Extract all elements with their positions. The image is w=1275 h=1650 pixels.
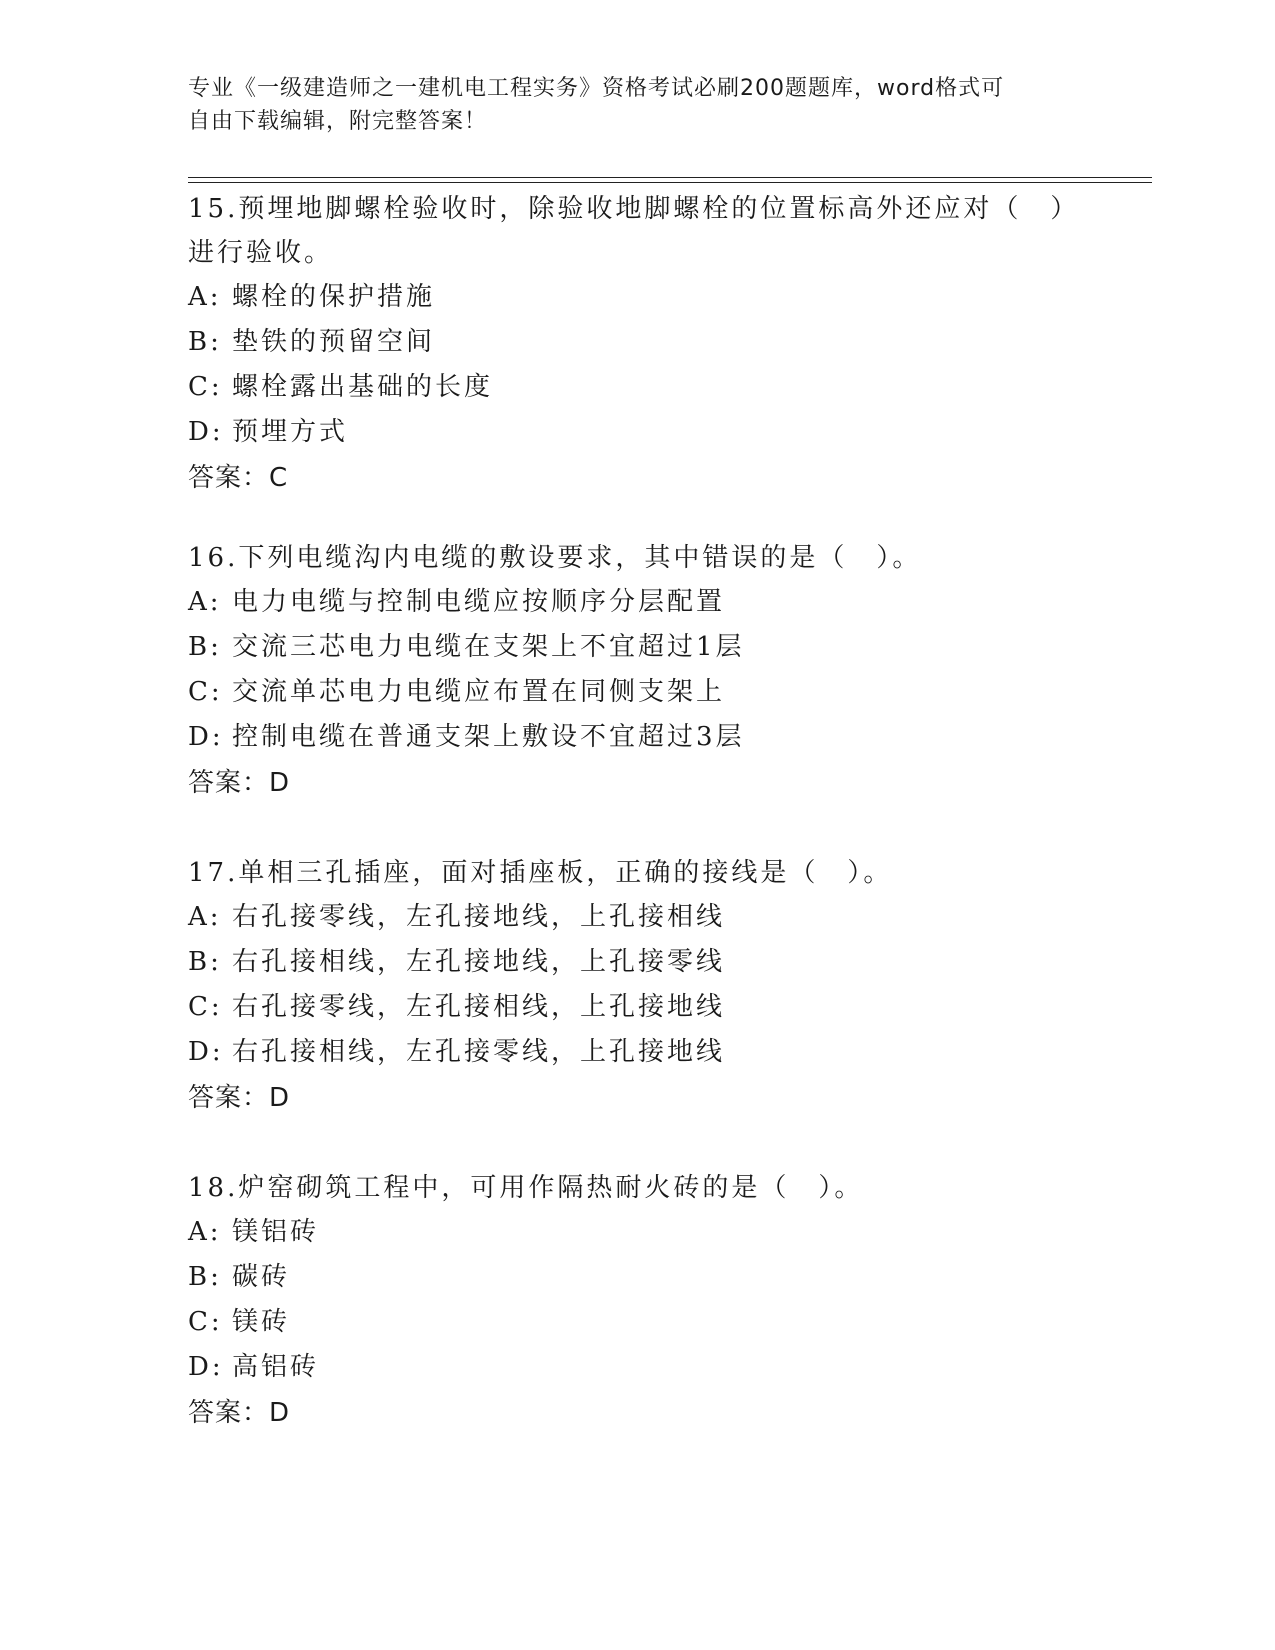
option-label: A: bbox=[188, 282, 222, 312]
option-a bbox=[188, 275, 1148, 320]
option-text: 交流三芯电力电缆在支架上不宜超过1层 bbox=[232, 632, 745, 662]
answer-line: 答案：D bbox=[188, 1083, 291, 1113]
option-c bbox=[188, 670, 1148, 715]
option-b bbox=[188, 940, 1148, 985]
question-stem: 18.炉窑砌筑工程中，可用作隔热耐火砖的是（ ）。 bbox=[188, 1173, 864, 1203]
option-d bbox=[188, 715, 1148, 760]
document-header bbox=[188, 72, 1088, 138]
option-text: 右孔接零线，左孔接相线，上孔接地线 bbox=[232, 992, 726, 1022]
option-label: D: bbox=[188, 1037, 224, 1067]
option-text: 镁砖 bbox=[232, 1307, 291, 1337]
option-d bbox=[188, 1345, 1148, 1390]
option-c bbox=[188, 1300, 1148, 1345]
option-c bbox=[188, 985, 1148, 1030]
option-label: B: bbox=[188, 632, 222, 662]
option-text: 螺栓的保护措施 bbox=[232, 282, 436, 312]
header-divider-top bbox=[188, 177, 1152, 178]
question-stem-continued: 进行验收。 bbox=[188, 238, 334, 268]
option-label: D: bbox=[188, 722, 224, 752]
option-a bbox=[188, 580, 1148, 625]
option-label: B: bbox=[188, 327, 222, 357]
option-label: D: bbox=[188, 1352, 224, 1382]
option-label: C: bbox=[188, 372, 223, 402]
option-a bbox=[188, 1210, 1148, 1255]
option-text: 垫铁的预留空间 bbox=[232, 327, 436, 357]
question-17 bbox=[188, 851, 1148, 1121]
option-label: A: bbox=[188, 902, 222, 932]
question-16 bbox=[188, 536, 1148, 806]
option-c bbox=[188, 365, 1148, 410]
option-text: 镁铝砖 bbox=[232, 1217, 320, 1247]
option-label: C: bbox=[188, 1307, 223, 1337]
option-text: 右孔接零线，左孔接地线，上孔接相线 bbox=[232, 902, 726, 932]
answer-line: 答案：D bbox=[188, 768, 291, 798]
option-label: D: bbox=[188, 417, 224, 447]
option-text: 右孔接相线，左孔接零线，上孔接地线 bbox=[232, 1037, 726, 1067]
option-b bbox=[188, 1255, 1148, 1300]
option-label: C: bbox=[188, 677, 223, 707]
option-label: A: bbox=[188, 587, 222, 617]
question-stem: 15.预埋地脚螺栓验收时，除验收地脚螺栓的位置标高外还应对（ ） bbox=[188, 194, 1080, 224]
question-18 bbox=[188, 1166, 1148, 1436]
header-line-1: 专业《一级建造师之一建机电工程实务》资格考试必刷200题题库，word格式可 bbox=[188, 76, 1005, 101]
question-15 bbox=[188, 187, 1148, 501]
option-label: A: bbox=[188, 1217, 222, 1247]
option-a bbox=[188, 895, 1148, 940]
option-label: B: bbox=[188, 947, 222, 977]
option-b bbox=[188, 320, 1148, 365]
answer-line: 答案：D bbox=[188, 1398, 291, 1428]
option-text: 电力电缆与控制电缆应按顺序分层配置 bbox=[232, 587, 726, 617]
question-stem: 17.单相三孔插座，面对插座板，正确的接线是（ ）。 bbox=[188, 858, 893, 888]
option-d bbox=[188, 410, 1148, 455]
option-text: 交流单芯电力电缆应布置在同侧支架上 bbox=[232, 677, 726, 707]
answer-line: 答案：C bbox=[188, 463, 289, 493]
header-divider-bottom bbox=[188, 182, 1152, 183]
option-text: 高铝砖 bbox=[232, 1352, 320, 1382]
option-b bbox=[188, 625, 1148, 670]
option-text: 预埋方式 bbox=[232, 417, 349, 447]
option-text: 螺栓露出基础的长度 bbox=[232, 372, 494, 402]
option-text: 碳砖 bbox=[232, 1262, 291, 1292]
option-d bbox=[188, 1030, 1148, 1075]
option-label: B: bbox=[188, 1262, 222, 1292]
option-text: 右孔接相线，左孔接地线，上孔接零线 bbox=[232, 947, 726, 977]
question-stem: 16.下列电缆沟内电缆的敷设要求，其中错误的是（ ）。 bbox=[188, 543, 922, 573]
option-label: C: bbox=[188, 992, 223, 1022]
option-text: 控制电缆在普通支架上敷设不宜超过3层 bbox=[232, 722, 745, 752]
header-line-2: 自由下载编辑，附完整答案！ bbox=[188, 109, 488, 134]
